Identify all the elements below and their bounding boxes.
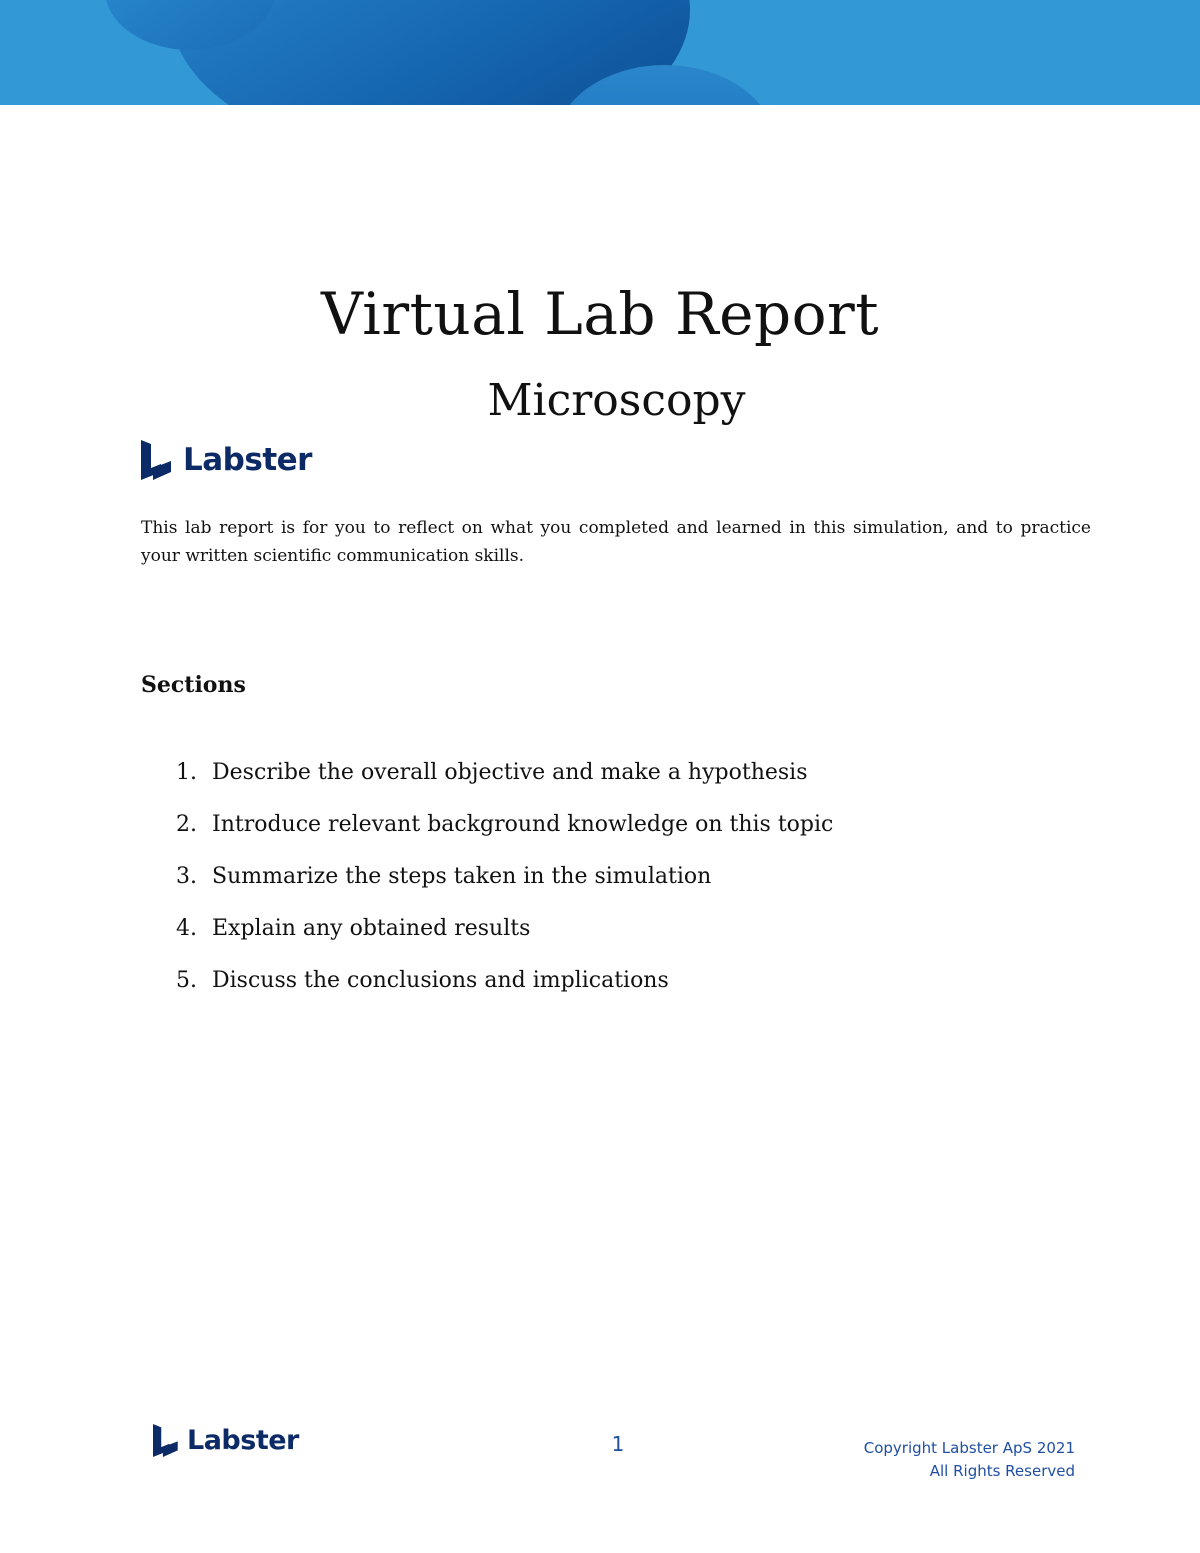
copyright-notice — [864, 1437, 1075, 1483]
labster-logo — [141, 440, 312, 480]
labster-logo-icon — [141, 440, 175, 480]
page-number: 1 — [611, 1432, 625, 1456]
list-item-number: 4. — [176, 916, 197, 941]
list-item — [176, 808, 833, 860]
list-item — [176, 964, 833, 1016]
list-item — [176, 756, 833, 808]
footer-labster-logo-icon — [153, 1424, 181, 1457]
list-item-number: 5. — [176, 968, 197, 993]
list-item — [176, 912, 833, 964]
intro-paragraph: This lab report is for you to reflect on what you completed and learned in this simulation, and to practice your written scientific communication skills. — [141, 518, 1091, 566]
copyright-line: Copyright Labster ApS 2021 — [863, 1439, 1075, 1457]
list-item-number: 1. — [176, 760, 197, 785]
list-item-text: Introduce relevant background knowledge on this topic — [212, 812, 834, 837]
list-item-text: Summarize the steps taken in the simulation — [212, 864, 712, 889]
sections-list — [176, 756, 833, 1016]
footer-labster-logo-text: Labster — [187, 1425, 299, 1456]
header-banner-graphic — [0, 0, 1200, 105]
list-item-text: Describe the overall objective and make a hypothesis — [212, 760, 808, 785]
rights-line: All Rights Reserved — [929, 1462, 1075, 1480]
footer-labster-logo — [153, 1424, 299, 1457]
list-item — [176, 860, 833, 912]
list-item-text: Explain any obtained results — [212, 916, 531, 941]
labster-logo-text: Labster — [183, 442, 312, 478]
list-item-number: 3. — [176, 864, 197, 889]
header-banner — [0, 0, 1200, 105]
list-item-number: 2. — [176, 812, 197, 837]
list-item-text: Discuss the conclusions and implications — [212, 968, 669, 993]
sections-heading: Sections — [141, 672, 246, 698]
document-title: Virtual Lab Report — [320, 280, 880, 348]
document-subtitle: Microscopy — [487, 375, 746, 426]
